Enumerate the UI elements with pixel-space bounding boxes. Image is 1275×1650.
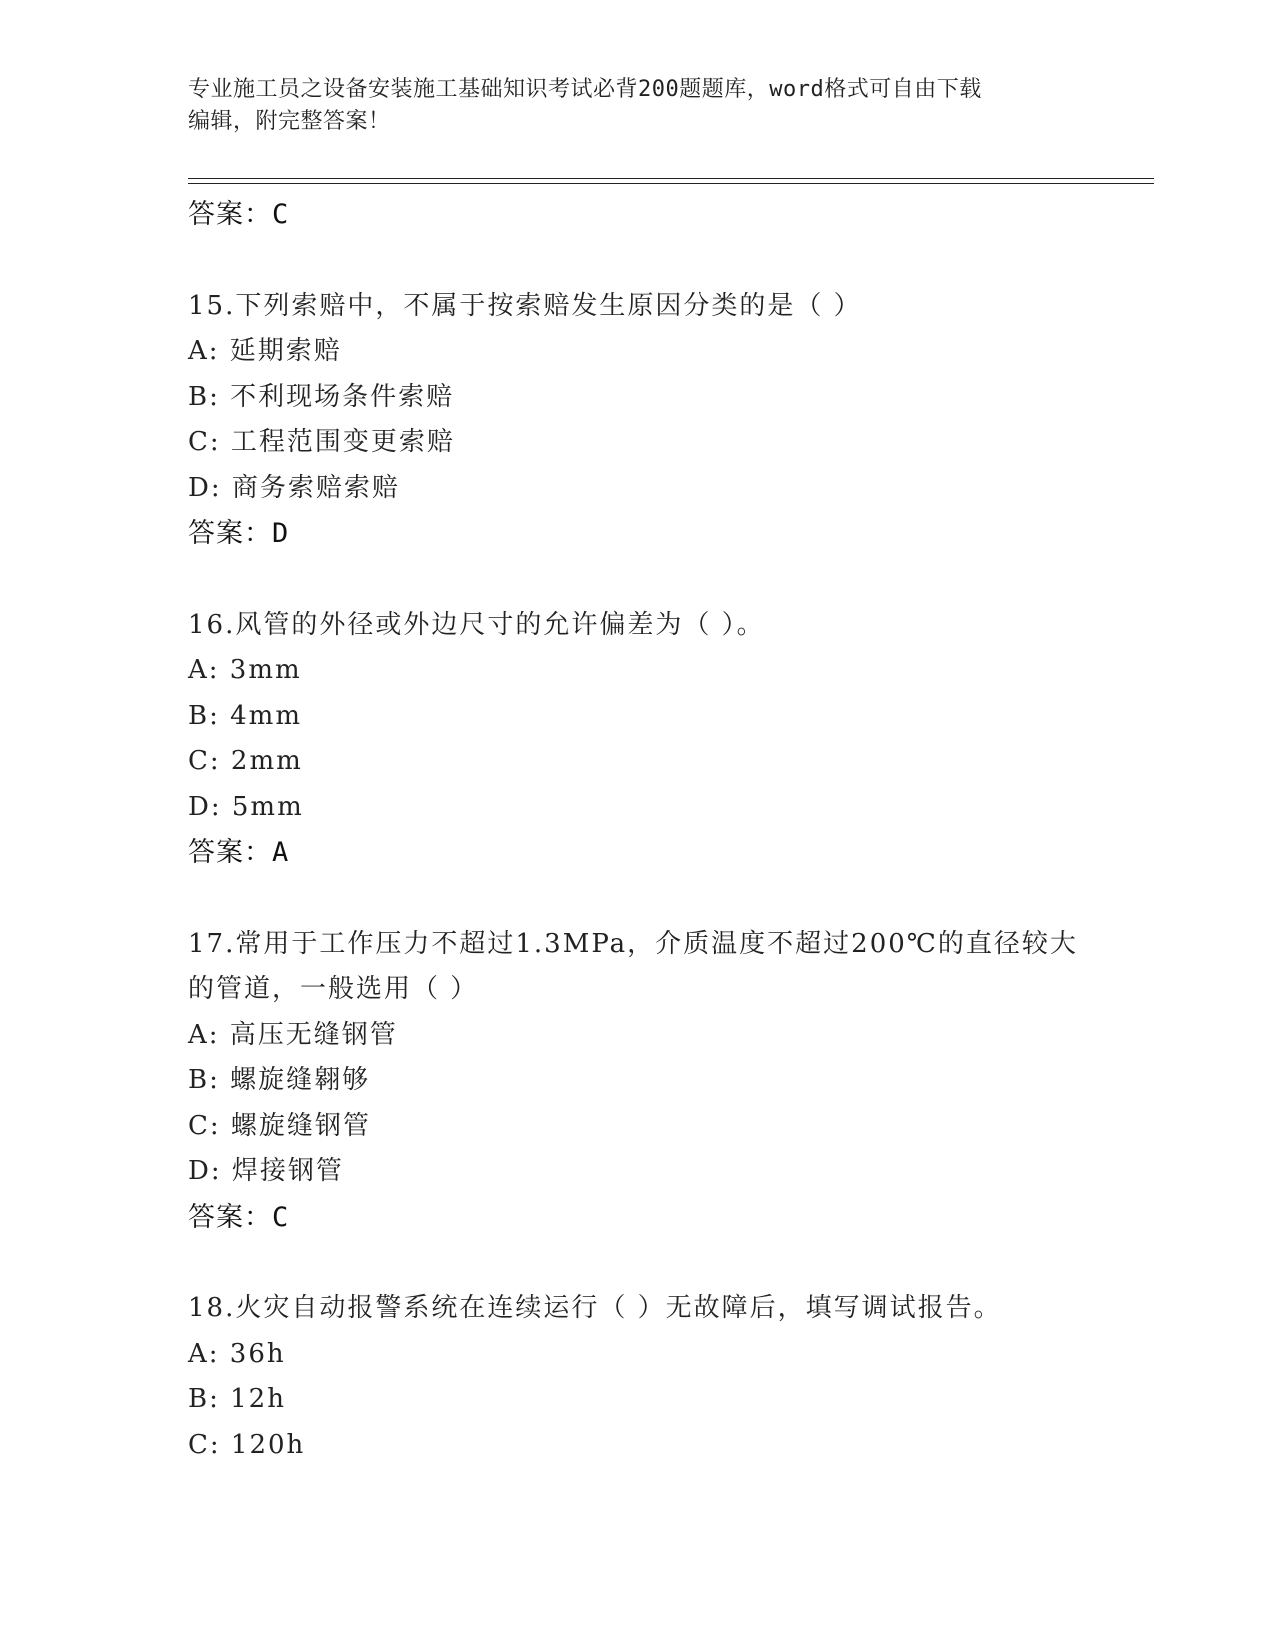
spacer — [188, 876, 1088, 922]
option-a: A: 36h — [188, 1338, 286, 1369]
header-divider-bottom — [188, 183, 1154, 184]
question-text-line-2: 的管道，一般选用（ ） — [188, 974, 479, 1004]
option-d: D: 焊接钢管 — [188, 1156, 344, 1186]
answer-line: 答案：A — [188, 837, 290, 868]
option-a: A: 高压无缝钢管 — [188, 1019, 398, 1050]
spacer — [188, 1240, 1088, 1286]
option-c: C: 120h — [188, 1429, 306, 1460]
option-c: C: 2mm — [188, 746, 303, 776]
answer-line: 答案：D — [188, 518, 290, 549]
option-d: D: 商务索赔索赔 — [188, 472, 400, 503]
question-text: 15.下列索赔中，不属于按索赔发生原因分类的是（ ） — [188, 290, 862, 321]
spacer — [188, 238, 1088, 284]
question-text-line-1: 17.常用于工作压力不超过1.3MPa，介质温度不超过200℃的直径较大 — [188, 928, 1078, 959]
header-title-line-2: 编辑，附完整答案！ — [188, 109, 391, 134]
option-c: C: 工程范围变更索赔 — [188, 427, 455, 457]
question-block-18 — [188, 1286, 1088, 1468]
header-divider-top — [188, 178, 1154, 179]
question-block-16 — [188, 603, 1088, 876]
option-b: B: 不利现场条件索赔 — [188, 381, 455, 412]
option-d: D: 5mm — [188, 791, 304, 822]
option-a: A: 3mm — [188, 655, 302, 685]
question-text: 16.风管的外径或外边尺寸的允许偏差为（ ）。 — [188, 609, 765, 640]
header-title-line-1: 专业施工员之设备安装施工基础知识考试必背200题题库，word格式可自由下载 — [188, 77, 982, 102]
document-header — [188, 74, 1068, 138]
spacer — [188, 557, 1088, 603]
answer-line: 答案：C — [188, 1201, 290, 1233]
option-b: B: 螺旋缝翱够 — [188, 1065, 371, 1095]
question-block-17 — [188, 922, 1088, 1241]
option-a: A: 延期索赔 — [188, 336, 342, 366]
question-list — [188, 192, 1088, 1468]
option-c: C: 螺旋缝钢管 — [188, 1110, 371, 1141]
answer-line: 答案：C — [188, 199, 290, 230]
option-b: B: 12h — [188, 1384, 286, 1414]
question-block-15 — [188, 284, 1088, 557]
option-b: B: 4mm — [188, 700, 302, 731]
question-text: 18.火灾自动报警系统在连续运行（ ）无故障后，填写调试报告。 — [188, 1293, 1002, 1323]
